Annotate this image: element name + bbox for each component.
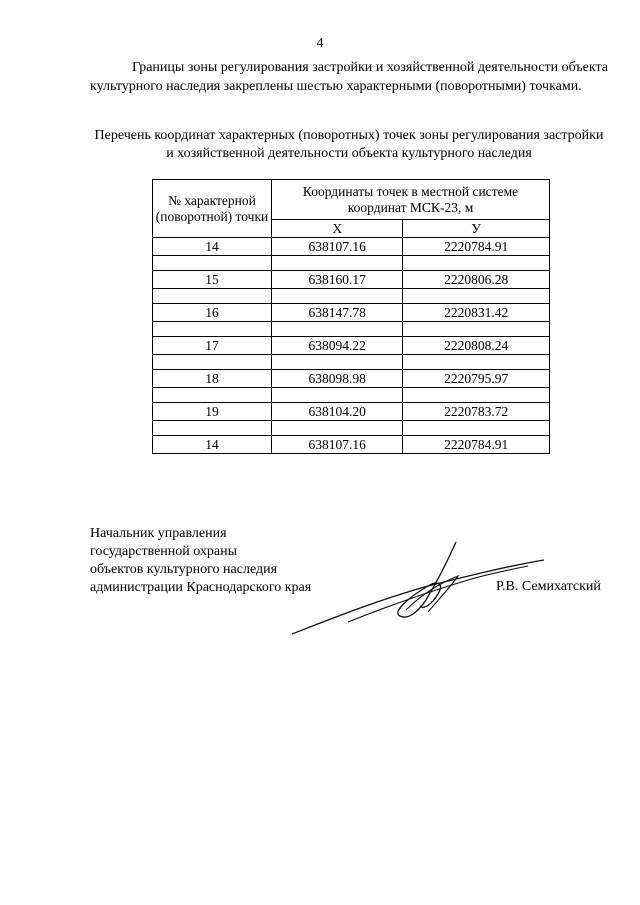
point-number-cell: 14 (153, 238, 272, 256)
table-row (153, 403, 550, 421)
separator-row (153, 322, 550, 337)
separator-row (153, 289, 550, 304)
y-cell: 2220783.72 (403, 403, 550, 421)
coordinates-header: Координаты точек в местной системе координат МСК-23, м (272, 180, 550, 220)
point-number-cell: 18 (153, 370, 272, 388)
coordinates-list-title: Перечень координат характерных (поворотных) точек зоны регулирования застройки и хозяйственной деятельности объекта культурного наследия (94, 128, 604, 161)
table-row (153, 271, 550, 289)
table-row (153, 337, 550, 355)
point-number-cell: 14 (153, 436, 272, 454)
y-column-header: У (403, 220, 550, 238)
signatory-position (90, 525, 311, 597)
x-cell: 638147.78 (272, 304, 403, 322)
position-line: администрации Краснодарского края (90, 580, 312, 595)
separator-row (153, 355, 550, 370)
signatory-name: Р.В. Семихатский (496, 579, 601, 594)
position-line: Начальник управления (90, 526, 227, 541)
x-column-header: X (272, 220, 403, 238)
coordinates-table (152, 179, 550, 454)
x-cell: 638098.98 (272, 370, 403, 388)
y-cell: 2220806.28 (403, 271, 550, 289)
point-number-cell: 17 (153, 337, 272, 355)
position-line: государственной охраны (90, 544, 238, 559)
point-number-header: № характерной (поворотной) точки (153, 180, 272, 238)
y-cell: 2220784.91 (403, 436, 550, 454)
table-row (153, 304, 550, 322)
separator-row (153, 388, 550, 403)
signature-stroke (292, 560, 544, 634)
x-cell: 638094.22 (272, 337, 403, 355)
separator-row (153, 256, 550, 271)
x-cell: 638104.20 (272, 403, 403, 421)
point-number-cell: 16 (153, 304, 272, 322)
point-number-cell: 15 (153, 271, 272, 289)
y-cell: 2220795.97 (403, 370, 550, 388)
x-cell: 638107.16 (272, 238, 403, 256)
y-cell: 2220808.24 (403, 337, 550, 355)
signature-stroke (406, 576, 458, 612)
x-cell: 638160.17 (272, 271, 403, 289)
page-number: 4 (316, 36, 324, 51)
separator-row (153, 421, 550, 436)
signature-stroke (398, 542, 456, 617)
x-cell: 638107.16 (272, 436, 403, 454)
table-row (153, 436, 550, 454)
y-cell: 2220831.42 (403, 304, 550, 322)
table-row (153, 370, 550, 388)
intro-paragraph: Границы зоны регулирования застройки и хозяйственной деятельности объекта культурного наследия закреплены шестью характерными (поворотными) точками. (90, 60, 608, 94)
y-cell: 2220784.91 (403, 238, 550, 256)
point-number-cell: 19 (153, 403, 272, 421)
position-line: объектов культурного наследия (90, 562, 278, 577)
table-row (153, 238, 550, 256)
